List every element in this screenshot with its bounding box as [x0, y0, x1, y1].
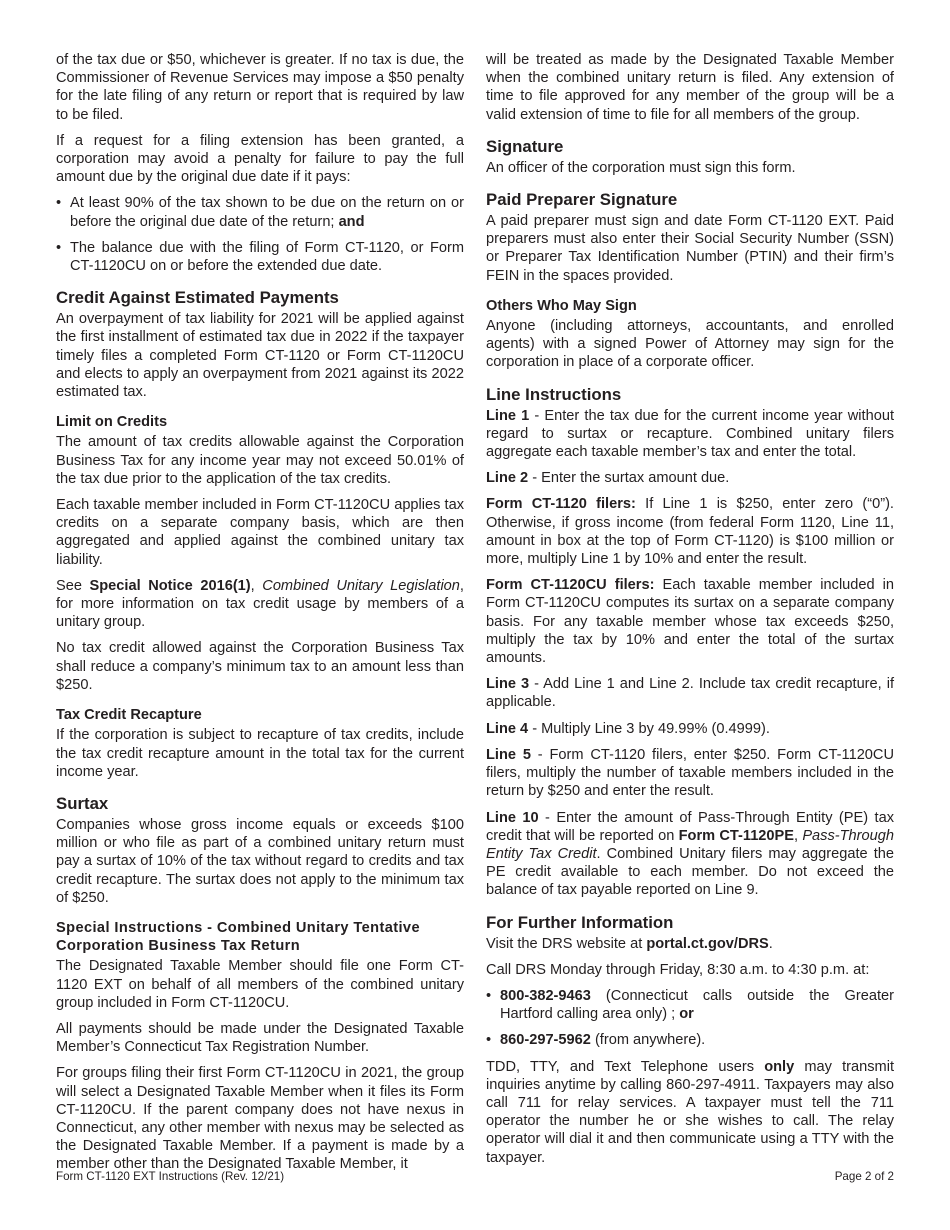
line-3-instruction: Line 3 - Add Line 1 and Line 2. Include tax credit recapture, if applicable.: [486, 676, 895, 711]
footer-form-title: Form CT-1120 EXT Instructions (Rev. 12/21): [56, 1170, 285, 1183]
line-4-instruction: Line 4 - Multiply Line 3 by 49.99% (0.4999).: [486, 720, 770, 737]
phone-number: 800-382-9463: [500, 987, 591, 1004]
line-5-instruction: Line 5 - Form CT-1120 filers, enter $250. Form CT-1120CU filers, multiply the number of taxable members included in the return by $250 and enter the result.: [486, 746, 895, 800]
signature-heading: Signature: [486, 136, 564, 156]
special-instructions-heading: Special Instructions - Combined Unitary Tentative Corporation Business Tax Return: [56, 919, 420, 955]
first-filing-paragraph: For groups filing their first Form CT-1120CU in 2021, the group will select a Designated Taxable Member when it files its Form CT-1120CU. If the parent company does not have nexus in Connecticut, any other member with nexus may be selected as the Designated Taxable Member. If a payment is made by a member other than the Designated Taxable Member, it: [56, 1065, 464, 1173]
paid-preparer-heading: Paid Preparer Signature: [486, 190, 678, 210]
recapture-paragraph: If the corporation is subject to recapture of tax credits, include the tax credit recapture amount in the total tax for the current income year.: [56, 727, 464, 780]
extension-paragraph: If a request for a filing extension has been granted, a corporation may avoid a penalty for failure to pay the full amount due by the original due date if it pays:: [56, 132, 464, 186]
ct1120-filers-instruction: Form CT-1120 filers: If Line 1 is $250, enter zero (“0”). Otherwise, if gross income (from federal Form 1120, Line 11, amount in box at the top of Form CT-1120) is $100 million or more, multiply Line 1 by 10% and enter the result.: [486, 496, 894, 568]
surtax-heading: Surtax: [56, 793, 109, 813]
phone-numbers-list: [486, 987, 894, 1050]
minimum-tax-paragraph: No tax credit allowed against the Corporation Business Tax shall reduce a company’s minimum tax to an amount less than $250.: [56, 640, 464, 693]
others-sign-heading: Others Who May Sign: [486, 297, 637, 314]
drs-website-link[interactable]: portal.ct.gov/DRS: [646, 935, 769, 952]
line-10-instruction: Line 10 - Enter the amount of Pass-Through Entity (PE) tax credit that will be reported on Form CT-1120PE, Pass-Through Entity Tax Credit. Combined Unitary filers may aggregate the PE credit available to each member. Do not exceed the balance of tax payable reported on Line 9.: [486, 809, 894, 899]
list-item: • 800-382-9463 (Connecticut calls outside the Greater Hartford calling area only) ; or: [486, 987, 894, 1023]
further-info-heading: For Further Information: [486, 912, 674, 932]
tdd-paragraph: TDD, TTY, and Text Telephone users only may transmit inquiries anytime by calling 860-297-4911. Taxpayers may also call 711 for relay services. A taxpayer must tell the 711 operator the number he or she wishes to call. The relay operator will dial it and then communicate using a TTY with the taxpayer.: [486, 1058, 894, 1166]
website-paragraph: Visit the DRS website at portal.ct.gov/DRS.: [486, 935, 773, 952]
call-hours-paragraph: Call DRS Monday through Friday, 8:30 a.m. to 4:30 p.m. at:: [486, 961, 870, 978]
list-item: • The balance due with the filing of Form CT-1120, or Form CT-1120CU on or before the extended due date.: [56, 239, 464, 275]
designated-member-paragraph: The Designated Taxable Member should file one Form CT-1120 EXT on behalf of all members of the combined unitary group included in Form CT-1120CU.: [56, 958, 464, 1011]
paid-preparer-paragraph: A paid preparer must sign and date Form CT-1120 EXT. Paid preparers must also enter their Social Security Number (SSN) or Preparer Tax Identification Number (PTIN) and their firm’s FEIN in the spaces provided.: [486, 213, 894, 284]
extension-continued-paragraph: will be treated as made by the Designated Taxable Member when the combined unitary return is filed. Any extension of time to file approved for any member of the group will be a valid extension of time to file for all members of the group.: [486, 52, 894, 123]
limit-credits-paragraph: The amount of tax credits allowable against the Corporation Business Tax for any income year may not exceed 50.01% of the tax due prior to the application of the tax credits.: [56, 434, 464, 487]
signature-paragraph: An officer of the corporation must sign this form.: [486, 159, 796, 176]
special-notice-reference: Special Notice 2016(1): [89, 577, 251, 594]
ct1120cu-filers-instruction: Form CT-1120CU filers: Each taxable member included in Form CT-1120CU computes its surtax on a separate company basis. For any taxable member whose tax exceeds $250, multiply the tax by 10% and enter the total of the surtax amounts.: [486, 577, 894, 667]
recapture-heading: Tax Credit Recapture: [56, 707, 202, 724]
right-column: [486, 51, 894, 1175]
limit-credits-heading: Limit on Credits: [56, 414, 168, 431]
surtax-paragraph: Companies whose gross income equals or exceeds $100 million or who file as part of a combined unitary return must pay a surtax of 10% of the tax without regard to credits and tax credit recapture. The surtax does not apply to the minimum tax of $250.: [56, 816, 464, 906]
footer-page-number: Page 2 of 2: [834, 1170, 894, 1183]
payments-paragraph: All payments should be made under the Designated Taxable Member’s Connecticut Tax Registration Number.: [56, 1020, 464, 1056]
list-item: • At least 90% of the tax shown to be due on the return on or before the original due date of the return; and: [56, 194, 464, 230]
credit-estimated-heading: Credit Against Estimated Payments: [56, 288, 339, 308]
line-1-instruction: Line 1 - Enter the tax due for the current income year without regard to surtax or recapture. Combined unitary filers aggregate each taxable member’s tax and enter the total.: [486, 407, 895, 461]
payment-conditions-list: [56, 194, 464, 275]
line-2-instruction: Line 2 - Enter the surtax amount due.: [486, 470, 730, 487]
credit-estimated-paragraph: An overpayment of tax liability for 2021 will be applied against the first installment of estimated tax due in 2022 if the taxpayer timely files a completed Form CT-1120 or Form CT-1120CU and elects to apply an overpayment from 2021 against its 2022 estimated tax.: [56, 311, 464, 401]
list-item: • 860-297-5962 (from anywhere).: [486, 1031, 894, 1049]
taxable-member-paragraph: Each taxable member included in Form CT-1120CU applies tax credits on a separate company basis, which are then aggregated and applied against the combined unitary tax liability.: [56, 497, 464, 568]
phone-number: 860-297-5962: [500, 1032, 591, 1049]
left-column: [56, 51, 464, 1182]
special-notice-paragraph: See Special Notice 2016(1), Combined Unitary Legislation, for more information on tax credit usage by members of a unitary group.: [56, 577, 464, 631]
line-instructions-heading: Line Instructions: [486, 384, 622, 404]
others-sign-paragraph: Anyone (including attorneys, accountants, and enrolled agents) with a signed Power of Attorney may sign for the corporation in place of a corporate officer.: [486, 318, 894, 371]
penalty-paragraph: of the tax due or $50, whichever is greater. If no tax is due, the Commissioner of Revenue Services may impose a $50 penalty for the late filing of any return or report that is required by law to be filed.: [56, 52, 464, 123]
